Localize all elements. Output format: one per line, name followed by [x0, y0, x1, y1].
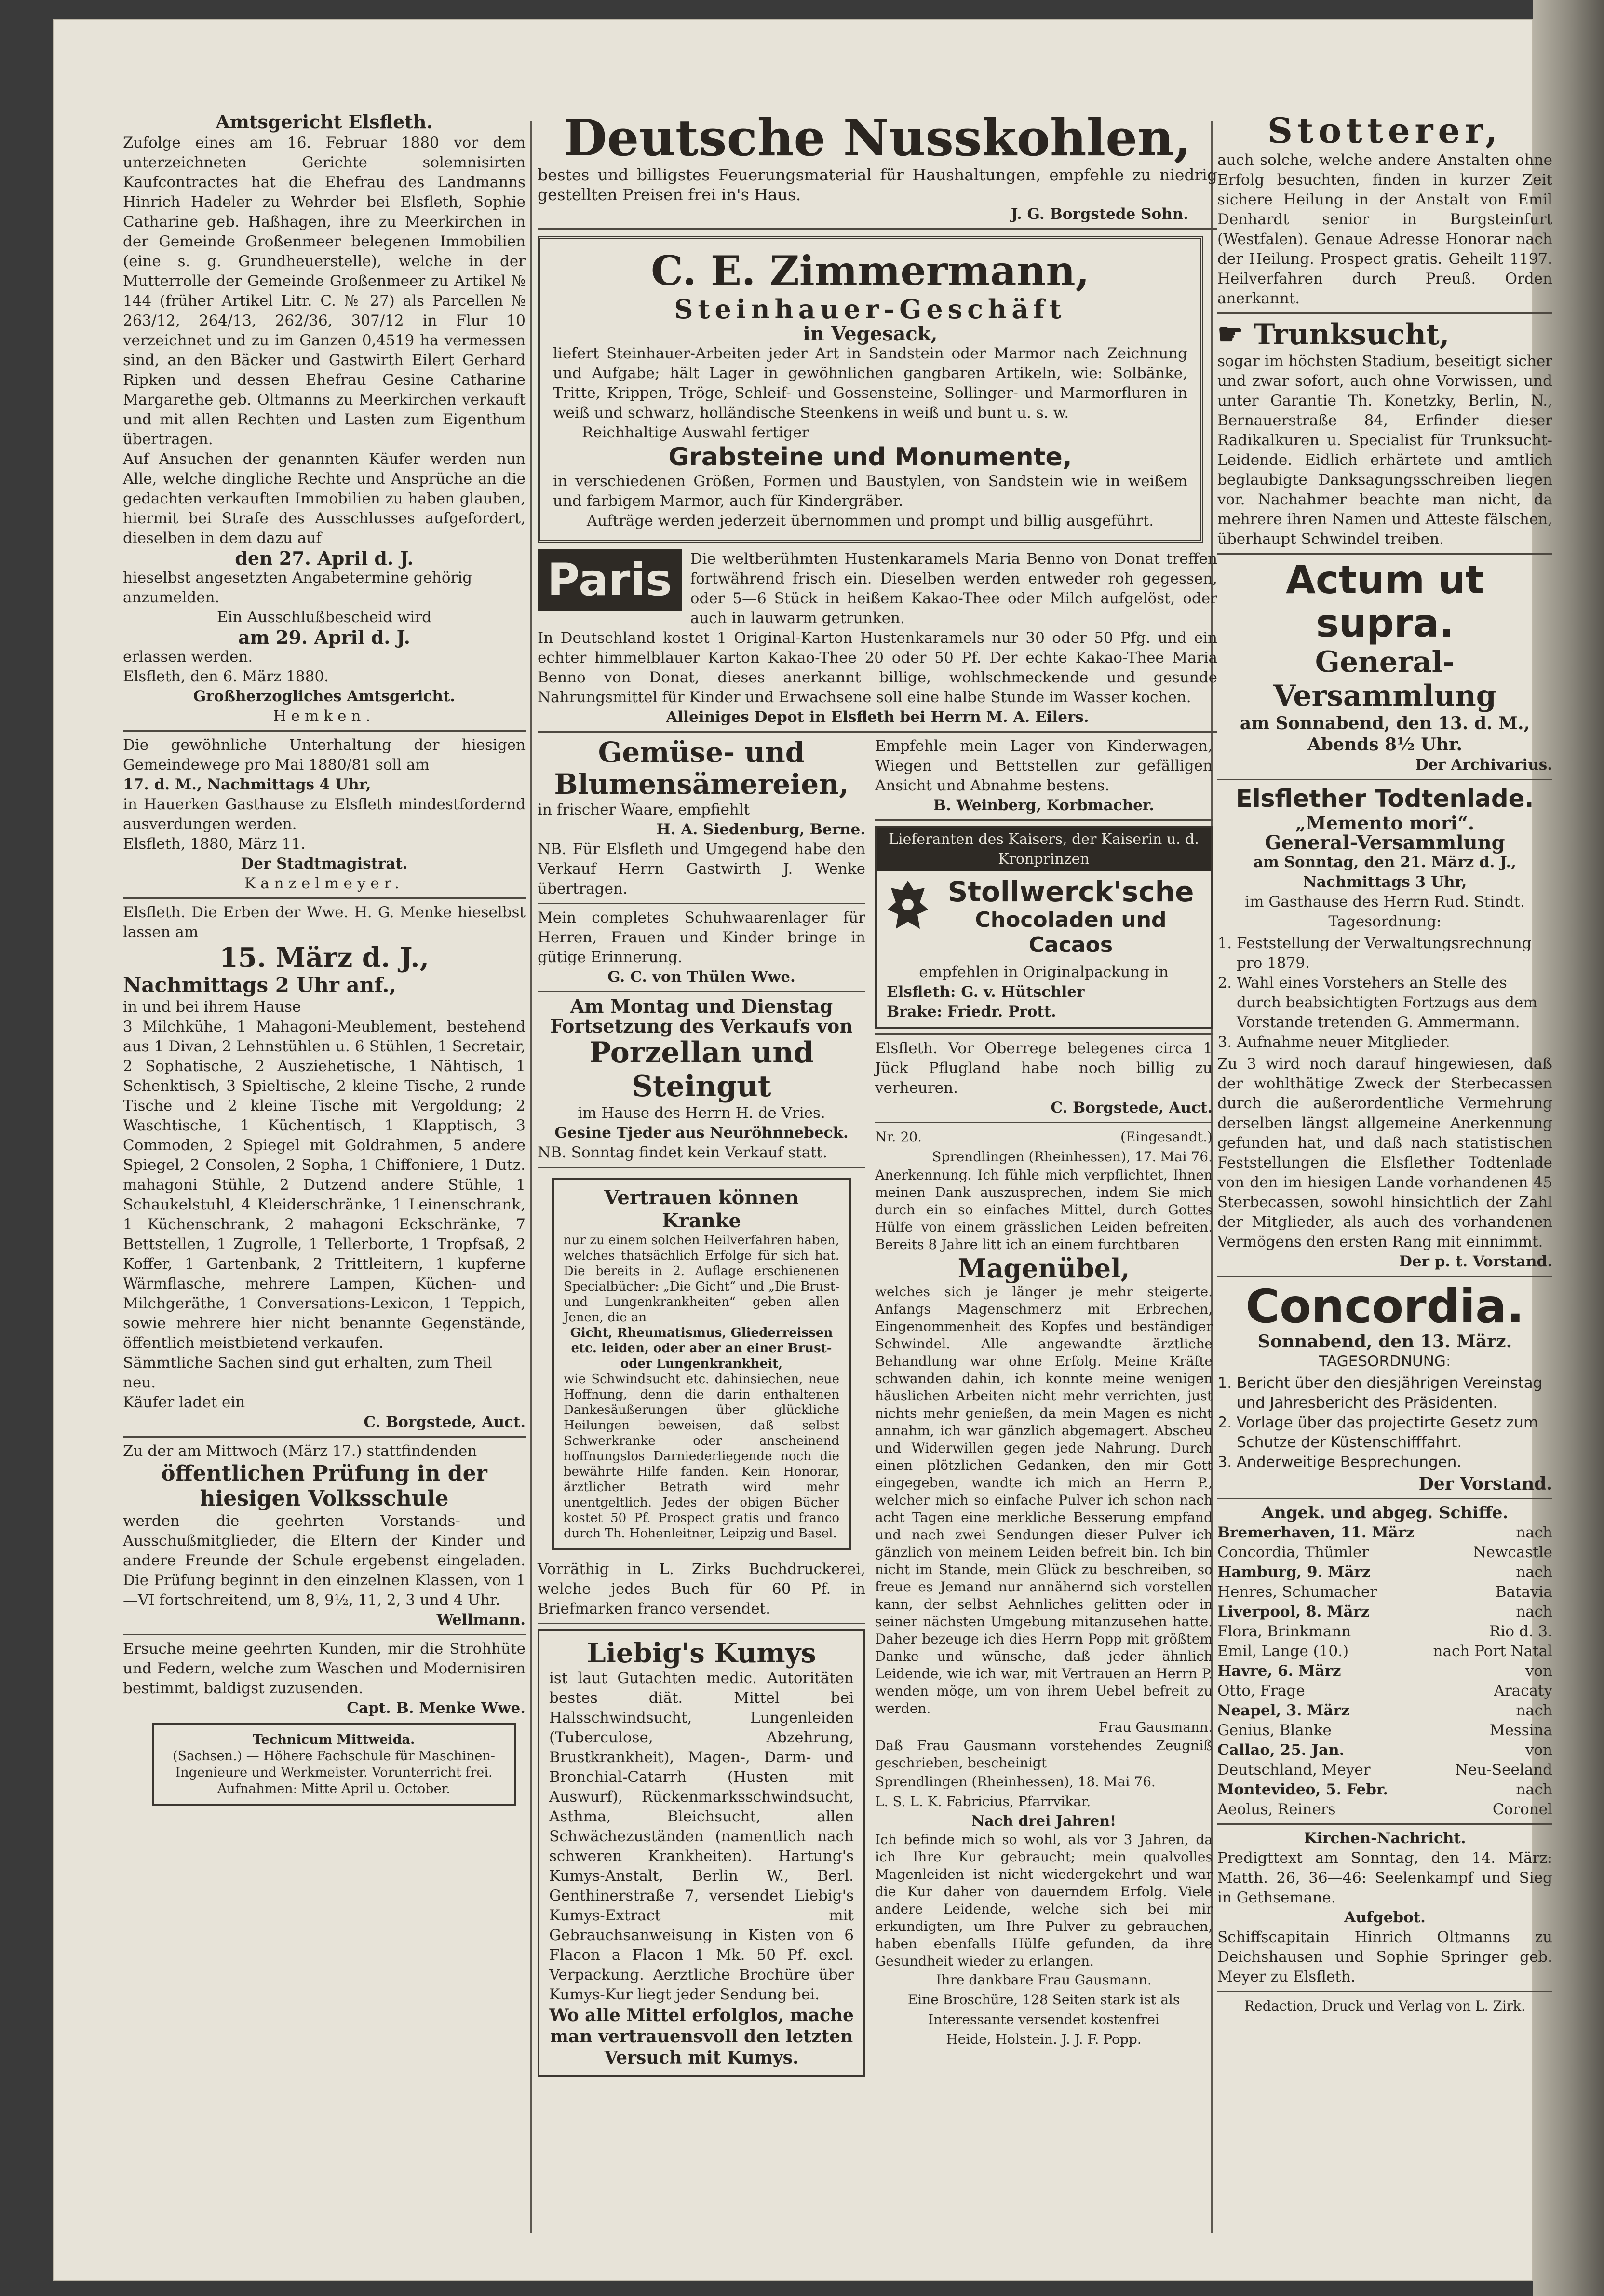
court-date-2: am 29. April d. J. — [238, 626, 410, 648]
ship-right: Neu-Seeland — [1455, 1761, 1552, 1779]
todtenlade-date: am Sonntag, den 21. März d. J., Nachmittags 3 Uhr, — [1253, 854, 1517, 891]
todtenlade-place: im Gasthause des Herrn Rud. Stindt. — [1245, 893, 1525, 910]
road-text-2: in Hauerken Gasthause zu Elsfleth mindestfordernd ausverdungen werden. — [123, 796, 526, 833]
plough-signature: C. Borgstede, Auct. — [1051, 1099, 1213, 1116]
todtenlade-signature: Der p. t. Vorstand. — [1399, 1253, 1552, 1270]
actum-date: am Sonnabend, den 13. d. M., Abends 8½ Uhr. — [1240, 713, 1530, 755]
liebig-ad — [538, 1629, 865, 2077]
hats-text: Ersuche meine geehrten Kunden, mir die Strohhüte und Federn, welche zum Waschen und Modernisiren bestimmt, baldigst zuzusenden. — [123, 1640, 526, 1697]
todtenlade-items — [1237, 934, 1552, 1052]
divider — [1217, 1498, 1552, 1499]
zimmermann-name: C. E. Zimmermann, — [651, 247, 1090, 295]
list-item: 2. Vorlage über das projectirte Gesetz zum Schutze der Küstenschifffahrt. — [1237, 1413, 1552, 1453]
nusskohlen-text: bestes und billigstes Feuerungsmaterial für Haushaltungen, empfehle zu niedrig gestellten Preisen frei in's Haus. — [538, 165, 1217, 204]
stotterer-text: auch solche, welche andere Anstalten ohne Erfolg besuchten, finden in kurzer Zeit sichere Heilung in der Anstalt von Emil Denhardt senior in Burgsteinfurt (Westfalen). Genaue Adresse Honorar nach der Heilung. Prospect gratis. Geheilt 1197. Heilverfahren durch Preuß. Orden anerkannt. — [1217, 151, 1552, 307]
kranke-text: nur zu einem solchen Heilverfahren haben, welches thatsächlich Erfolge für sich hat. Die bereits in 2. Auflage erschienenen Specialbücher: „Die Gicht“ und „Die Brust- und Lungenkrankheiten“ geben allen Jenen, die an — [564, 1233, 839, 1325]
shoes-signature: G. C. von Thülen Wwe. — [607, 968, 795, 986]
concordia-signature: Der Vorstand. — [1418, 1474, 1552, 1494]
column-2a — [538, 736, 865, 2082]
ship-right: Aracaty — [1494, 1682, 1552, 1699]
ship-row — [1217, 1760, 1552, 1780]
ship-left: Havre, 6. März — [1217, 1662, 1341, 1680]
paris-depot: Alleiniges Depot in Elsfleth bei Herrn M. A. Eilers. — [666, 708, 1089, 726]
divider — [123, 730, 526, 732]
auction-intro: Elsfleth. Die Erben der Wwe. H. G. Menke hieselbst lassen am — [123, 904, 526, 941]
ship-right: nach — [1516, 1603, 1552, 1620]
ship-left: Flora, Brinkmann — [1217, 1623, 1351, 1640]
concordia-date: Sonnabend, den 13. März. — [1257, 1331, 1512, 1352]
magen-ref: Nr. 20. — [875, 1129, 922, 1145]
ship-row — [1217, 1523, 1552, 1543]
divider — [1217, 312, 1552, 314]
column-2 — [538, 108, 1217, 2082]
porcelain-name: Gesine Tjeder aus Neuröhnnebeck. — [554, 1124, 849, 1141]
ship-row — [1217, 1622, 1552, 1642]
ship-row — [1217, 1582, 1552, 1602]
hats-signature: Capt. B. Menke Wwe. — [347, 1699, 526, 1717]
lower-section — [538, 736, 1217, 2082]
divider — [1217, 1276, 1552, 1277]
ship-right: Batavia — [1495, 1583, 1552, 1601]
magen-dateline: Sprendlingen (Rheinhessen), 17. Mai 76. — [932, 1149, 1213, 1165]
court-signature: Großherzogliches Amtsgericht. — [193, 688, 456, 705]
magen-text: Anerkennung. Ich fühle mich verpflichtet, Ihnen meinen Dank auszusprechen, indem Sie mich durch ein so einfaches Mittel, durch Gottes Hülfe von einem grässlichen Leiden befreiten. Bereits 8 Jahre litt ich an einem furchtbaren — [875, 1167, 1213, 1252]
ship-right: nach — [1516, 1702, 1552, 1719]
ship-left: Liverpool, 8. März — [1217, 1603, 1370, 1620]
seeds-title: Gemüse- und Blumensämereien, — [554, 736, 849, 801]
auction-items: 3 Milchkühe, 1 Mahagoni-Meublement, bestehend aus 1 Divan, 2 Lehnstühlen u. 6 Stühlen, 1 Secretair, 2 Sophatische, 2 Ausziehetische, 1 Nähtisch, 1 Schenktisch, 3 Spieltische, 2 kleine Tische, 2 runde Tische und 2 kleine Tische mit Vergoldung; 2 Waschtische, 1 Küchentisch, 1 Klapptisch, 3 Commoden, 2 Spiegel mit Goldrahmen, 5 andere Spiegel, 2 Consolen, 2 Sopha, 1 Chiffoniere, 1 Dutz. mahagoni Stühle, 2 Dutzend andere Stühle, 1 Schaukelstuhl, 4 Kleiderschränke, 1 Leinenschrank, 1 Küchenschrank, 2 mahagoni Eckschränke, 7 Bettstellen, 1 Zugrolle, 1 Tellerborte, 1 Tropfsaß, 2 Koffer, 1 Gartenbank, 2 Trittleitern, 1 kupferne Wärmflasche, mehrere Lampen, Küchen- und Milchgeräthe, 1 Conversations-Lexicon, 1 Teppich, sowie mehrere hier nicht benannte Gegenstände, öffentlich meistbietend verkaufen. — [123, 1018, 526, 1352]
auction-text: in und bei ihrem Hause — [123, 998, 301, 1016]
concordia-title: Concordia. — [1245, 1279, 1524, 1333]
eagle-crest-icon — [884, 876, 932, 948]
kranke-title: Vertrauen können Kranke — [604, 1186, 799, 1232]
todtenlade-agenda: Tagesordnung: — [1328, 913, 1442, 930]
divider — [875, 819, 1213, 821]
divider — [123, 897, 526, 899]
list-item: 2. Wahl eines Vorstehers an Stelle des durch beabsichtigten Fortzugs aus dem Vorstande tretenden G. Ammermann. — [1237, 973, 1552, 1033]
court-text-4: Ein Ausschlußbescheid wird — [217, 609, 431, 626]
divider — [1217, 779, 1552, 780]
ship-left: Bremerhaven, 11. März — [1217, 1524, 1415, 1541]
school-text: Zu der am Mittwoch (März 17.) stattfindenden — [123, 1442, 477, 1460]
ship-row — [1217, 1661, 1552, 1681]
divider — [1217, 553, 1552, 555]
kranke-ad — [552, 1178, 851, 1550]
divider — [123, 1634, 526, 1635]
zimmermann-ad — [538, 236, 1203, 543]
ship-left: Henres, Schumacher — [1217, 1583, 1377, 1601]
auction-date: 15. März d. J., — [219, 942, 430, 974]
magen-signature-3: Ihre dankbare Frau Gausmann. — [936, 1972, 1152, 1988]
ship-right: von — [1525, 1662, 1552, 1680]
zimmermann-text-2: Reichhaltige Auswahl fertiger — [582, 424, 809, 441]
ship-left: Neapel, 3. März — [1217, 1702, 1350, 1719]
technicum-title: Technicum Mittweida. — [253, 1732, 415, 1747]
zimmermann-text-4: Aufträge werden jederzeit übernommen und prompt und billig ausgeführt. — [586, 512, 1154, 530]
divider — [538, 1167, 865, 1168]
porcelain-text-2: im Hause des Herrn H. de Vries. — [578, 1104, 825, 1122]
court-text-5: erlassen werden. — [123, 648, 253, 666]
seeds-name: H. A. Siedenburg, Berne. — [656, 821, 865, 838]
divider — [538, 1623, 865, 1624]
imprint: Redaction, Druck und Verlag von L. Zirk. — [1244, 1998, 1525, 2014]
magen-dateline-2: Sprendlingen (Rheinhessen), 18. Mai 76. — [875, 1774, 1156, 1790]
court-text: Zufolge eines am 16. Februar 1880 vor dem unterzeichneten Gerichte solemnisirten Kaufcontractes hat die Ehefrau des Landmanns Hinrich Hadeler zu Wehrder bei Elsfleth, Sophie Catharine geb. Haßhagen, ihre zu Meerkirchen in der Gemeinde Großenmeer belegenen Immobilien (eine s. g. Grundheuerstelle), welche in der Mutterrolle der Gemeinde Großenmeer zu Artikel № 144 (früher Artikel Litr. C. № 27) als Parcellen № 263/12, 264/13, 262/36, 307/12 in Flur 10 verzeichnet und zu im Ganzen 0,4519 ha vermessen sind, an den Bäcker und Gastwirth Eilert Gerhard Ripken und dessen Ehefrau Gesine Catharine Margarethe geb. Oltmanns zu Meerkirchen verkauft und mit allen Rechten und Lasten zum Eigenthum übertragen. — [123, 134, 526, 448]
stollwerck-subtitle: Chocoladen und Cacaos — [975, 908, 1167, 957]
ship-row — [1217, 1740, 1552, 1760]
magen-header — [875, 1127, 1213, 1147]
stollwerck-elsfleth: Elsfleth: G. v. Hütschler — [887, 983, 1085, 1001]
auction-signature: C. Borgstede, Auct. — [364, 1413, 526, 1431]
list-item: 3. Aufnahme neuer Mitglieder. — [1237, 1033, 1552, 1052]
ship-left: Deutschland, Meyer — [1217, 1761, 1371, 1779]
porcelain-nb: NB. Sonntag findet kein Verkauf statt. — [538, 1144, 827, 1161]
school-title: öffentlichen Prüfung in der hiesigen Volksschule — [161, 1461, 487, 1511]
actum-gv-title: General-Versammlung — [1273, 645, 1496, 713]
divider — [538, 731, 1217, 733]
road-date: 17. d. M., Nachmittags 4 Uhr, — [123, 776, 371, 793]
church-text: Predigttext am Sonntag, den 14. März: Matth. 26, 36—46: Seelenkampf und Sieg in Gethsemane. — [1217, 1849, 1552, 1906]
plough-text: Elsfleth. Vor Oberrege belegenes circa 1 Jück Pflugland habe noch billig zu verheuren. — [875, 1040, 1213, 1097]
stollwerck-name: Stollwerck'sche — [947, 875, 1194, 908]
stotterer-title: Stotterer, — [1267, 110, 1503, 151]
zimmermann-text: liefert Steinhauer-Arbeiten jeder Art in Sandstein oder Marmor nach Zeichnung und Aufgabe; hält Lager in gewöhnlichen gangbaren Artikeln, wie: Solbänke, Tritte, Krippen, Tröge, Schleif- und Gossensteine, Sollinger- und Marmorfluren in weiß und schwarz, holländische Steenkens in weiß und bunt u. s. w. — [553, 345, 1187, 421]
ship-right: nach — [1516, 1563, 1552, 1581]
zimmermann-text-3: in verschiedenen Größen, Formen und Baustylen, von Sandstein wie in weißem und farbigem Marmor, auch für Kindergräber. — [553, 473, 1187, 510]
ship-right: von — [1525, 1741, 1552, 1759]
ship-row — [1217, 1681, 1552, 1701]
liebig-text: ist laut Gutachten medic. Autoritäten bestes diät. Mittel bei Halsschwindsucht, Lungenleiden (Tuberculose, Abzehrung, Brustkrankheit), Magen-, Darm- und Bronchial-Catarrh (Husten mit Auswurf), Rückenmarksschwindsucht, Asthma, Bleichsucht, allen Schwächezuständen (namentlich nach schweren Krankheiten). Hartung's Kumys-Anstalt, Berlin W., Berl. Genthinerstraße 7, versendet Liebig's Kumys-Extract mit Gebrauchsanweisung in Kisten von 6 Flacon a Flacon 1 Mk. 50 Pf. excl. Verpackung. Aerztliche Brochüre über Kumys-Kur liegt jeder Sendung bei. — [549, 1670, 854, 2003]
concordia-agenda: TAGESORDNUNG: — [1319, 1353, 1451, 1370]
paris-label: Paris — [538, 549, 682, 611]
divider — [538, 228, 1217, 230]
magen-text-2: welches sich je länger je mehr steigerte. Anfangs Magenschmerz mit Erbrechen, Eingenommenheit des Kopfes und beständiger Schwindel. Alle angewandte ärztliche Behandlung war ohne Erfolg. Meine Kräfte schwanden dahin, ich konnte meine wenigen häuslichen Arbeiten nicht mehr verrichten, just nichts mehr genießen, da mein Magen es nicht annahm, ich war gänzlich abgemagert. Abscheu und Widerwillen gegen jede Nahrung. Durch einen plötzlichen Gedanken, den mir Gott eingegeben, wandte ich mich an Herrn P., welcher mich so einfache Pulver ich schon nach acht Tagen eine merkliche Besserung empfand und nach zwei Sendungen dieser Pulver ich gänzlich von meinem Leiden befreit bin. Ich bin nicht im Stande, mein Glück zu beschreiben, so freue es Jemand nur annähernd sich vorstellen kann, der selbst Aehnliches gelitten oder in seiner nächsten Umgebung mitanzusehen hatte. Daher bezeuge ich dies Herrn Popp mit größtem Danke und wünsche, daß jeder ähnlich Leidende, wie ich war, mit Vertrauen an Herrn P. wenden möge, um von ihrem Uebel befreit zu werden. — [875, 1284, 1213, 1716]
liebig-footer: Wo alle Mittel erfolglos, mache man vertrauensvoll den letzten Versuch mit Kumys. — [549, 2005, 854, 2068]
ship-row — [1217, 1562, 1552, 1582]
stollwerck-brake: Brake: Friedr. Prott. — [887, 1003, 1056, 1020]
divider — [875, 1122, 1213, 1123]
zimmermann-trade: Steinhauer-Geschäft — [674, 294, 1066, 325]
paris-text-2: In Deutschland kostet 1 Original-Karton Hustenkaramels nur 30 oder 50 Pfg. und ein echter himmelblauer Karton Kakao-Thee 20 oder 50 Pf. Der echte Kakao-Thee Maria Benno von Donat, dieses anerkannt billige, wohlschmeckende und gesunde Nahrungsmittel für Kinder und Erwachsene soll eine halbe Stunde im Wasser kochen. — [538, 629, 1217, 706]
ship-right: Coronel — [1492, 1801, 1552, 1818]
ship-row — [1217, 1800, 1552, 1820]
ships-title: Angek. und abgeg. Schiffe. — [1261, 1503, 1509, 1522]
divider — [123, 1436, 526, 1438]
banns-title: Aufgebot. — [1344, 1909, 1426, 1926]
prams-text: Empfehle mein Lager von Kinderwagen, Wiegen und Bettstellen zur gefälligen Ansicht und Abnahme bestens. — [875, 737, 1213, 794]
road-text: Die gewöhnliche Unterhaltung der hiesigen Gemeindewege pro Mai 1880/81 soll am — [123, 736, 526, 774]
pointing-hand-icon: ☛ — [1217, 318, 1254, 352]
todtenlade-title: Elsflether Todtenlade. — [1236, 785, 1534, 813]
column-rule — [530, 121, 532, 2233]
actum-title: Actum ut supra. — [1286, 557, 1484, 646]
zimmermann-place: in Vegesack, — [803, 323, 938, 345]
liebig-title: Liebig's Kumys — [587, 1637, 816, 1669]
porcelain-title: Porzellan und Steingut — [589, 1036, 814, 1103]
technicum-ad — [152, 1723, 516, 1806]
magen-signature-4: Heide, Holstein. J. J. F. Popp. — [946, 2031, 1142, 2047]
trunksucht-title — [1217, 318, 1552, 352]
ship-row — [1217, 1721, 1552, 1740]
magen-text-5: Ich befinde mich so wohl, als vor 3 Jahren, da ich Ihre Kur gebraucht; mein qualvolles Magenleiden ist nicht wiedergekehrt und war die Kur daher von dauerndem Erfolg. Viele andere Leidende, welche sich bei mir erkundigten, um Ihre Pulver zu gebrauchen, haben ebenfalls Hülfe gefunden, da ihre Gesundheit wieder zu erlangen. — [875, 1832, 1213, 1969]
magen-signature-2: L. S. L. K. Fabricius, Pfarrvikar. — [875, 1793, 1091, 1809]
paris-text: Die weltberühmten Hustenkaramels Maria Benno von Donat treffen fortwährend frisch ein. Dieselben werden entweder roh gegessen, oder 5—6 Stück in heißem Kakao-Thee oder Milch aufgelöst, oder auch in lauwarm getrunken. — [690, 550, 1217, 627]
divider — [1217, 1991, 1552, 1992]
ship-right: nach Port Natal — [1433, 1643, 1552, 1660]
auction-time: Nachmittags 2 Uhr anf., — [123, 973, 397, 997]
kranke-illness: Gicht, Rheumatismus, Gliederreissen etc. leiden, oder aber an einer Brust- oder Lungenkrankheit, — [570, 1326, 833, 1371]
ship-left: Concordia, Thümler — [1217, 1544, 1369, 1561]
magen-text-6: Eine Broschüre, 128 Seiten stark ist als Interessante versendet kostenfrei — [907, 1992, 1180, 2027]
seeds-text-2: NB. Für Elsfleth und Umgegend habe den Verkauf Herrn Gastwirth J. Wenke übertragen. — [538, 841, 865, 897]
ship-row — [1217, 1642, 1552, 1661]
nusskohlen-title: Deutsche Nusskohlen, — [563, 108, 1192, 167]
road-name: Kanzelmeyer. — [244, 875, 404, 892]
ship-right: nach — [1516, 1781, 1552, 1798]
school-text-2: werden die geehrten Vorstands- und Ausschußmitglieder, die Eltern der Kinder und andere Freunde der Schule ergebenst eingeladen. Die Prüfung beginnt in den einzelnen Klassen, von 1—VI fortschreitend, um 8, 9½, 11, 2, 3 und 4 Uhr. — [123, 1512, 526, 1609]
concordia-items — [1237, 1373, 1552, 1472]
list-item: 1. Bericht über den diesjährigen Vereinstag und Jahresbericht des Präsidenten. — [1237, 1373, 1552, 1413]
stollwerck-text: empfehlen in Originalpackung in — [919, 964, 1169, 981]
school-signature: Wellmann. — [436, 1611, 526, 1629]
todtenlade-text: Zu 3 wird noch darauf hingewiesen, daß der wohlthätige Zweck der Sterbecassen durch die außerordentliche Vermehrung derselben längst allgemeine Anerkennung gefunden hat, und daß nach statistischen Feststellungen die Elsflether Todtenlade von den im hiesigen Lande vorhandenen 45 Sterbecassen, sowohl hinsichtlich der Zahl der Mitglieder, als auch des vorhandenen Vermögens den ersten Rang mit einnimmt. — [1217, 1055, 1552, 1250]
ship-left: Hamburg, 9. März — [1217, 1563, 1371, 1581]
ships-list — [1217, 1523, 1552, 1820]
stollwerck-header: Lieferanten des Kaisers, der Kaiserin u. d. Kronprinzen — [877, 828, 1211, 871]
ship-left: Emil, Lange (10.) — [1217, 1643, 1349, 1660]
divider — [538, 903, 865, 904]
auction-text-2: Sämmtliche Sachen sind gut erhalten, zum Theil neu. — [123, 1354, 492, 1391]
list-item: 3. Anderweitige Besprechungen. — [1237, 1453, 1552, 1472]
road-signature: Der Stadtmagistrat. — [241, 855, 408, 872]
divider — [875, 1033, 1213, 1035]
ship-row — [1217, 1780, 1552, 1800]
banns-text: Schiffscapitain Hinrich Oltmanns zu Deichshausen und Sophie Springer geb. Meyer zu Elsfleth. — [1217, 1929, 1552, 1985]
ship-right: Newcastle — [1473, 1544, 1552, 1561]
divider — [538, 991, 865, 992]
column-3 — [1217, 111, 1552, 2016]
magen-signature: Frau Gausmann. — [1098, 1719, 1213, 1735]
magen-text-4: Nach drei Jahren! — [971, 1813, 1117, 1830]
road-place: Elsfleth, 1880, März 11. — [123, 835, 306, 853]
todtenlade-motto: „Memento mori“. — [1295, 812, 1475, 834]
ship-right: Messina — [1489, 1722, 1552, 1739]
column-1 — [123, 111, 526, 1811]
list-item: 1. Feststellung der Verwaltungsrechnung pro 1879. — [1237, 934, 1552, 973]
zimmermann-grabsteine: Grabsteine und Monumente, — [668, 443, 1072, 472]
court-place: Elsfleth, den 6. März 1880. — [123, 668, 329, 685]
church-title: Kirchen-Nachricht. — [1304, 1830, 1466, 1847]
prams-signature: B. Weinberg, Korbmacher. — [933, 797, 1155, 814]
ship-left: Genius, Blanke — [1217, 1722, 1332, 1739]
porcelain-text: Am Montag und Dienstag Fortsetzung des Verkaufs von — [550, 995, 853, 1037]
trunksucht-label: Trunksucht, — [1253, 318, 1450, 352]
magen-title: Magenübel, — [957, 1253, 1130, 1284]
auction-text-3: Käufer ladet ein — [123, 1394, 245, 1411]
ship-left: Callao, 25. Jan. — [1217, 1741, 1345, 1759]
technicum-text: (Sachsen.) — Höhere Fachschule für Maschinen-Ingenieure und Werkmeister. Vorunterricht frei. Aufnahmen: Mitte April u. October. — [173, 1749, 495, 1796]
kranke-footer: Vorräthig in L. Zirks Buchdruckerei, welche jedes Buch für 60 Pf. in Briefmarken franco versendet. — [538, 1561, 865, 1617]
ship-row — [1217, 1543, 1552, 1562]
ship-right: nach — [1516, 1524, 1552, 1541]
divider — [1217, 1823, 1552, 1825]
magen-eingesandt: (Eingesandt.) — [1120, 1129, 1213, 1145]
column-2b — [875, 736, 1213, 2082]
court-name: Hemken. — [273, 707, 376, 725]
ship-left: Otto, Frage — [1217, 1682, 1305, 1699]
actum-signature: Der Archivarius. — [1415, 756, 1552, 774]
court-date-1: den 27. April d. J. — [235, 547, 414, 569]
todtenlade-gv: General-Versammlung — [1265, 831, 1505, 854]
ship-row — [1217, 1701, 1552, 1721]
nusskohlen-signature: J. G. Borgstede Sohn. — [1011, 205, 1188, 223]
shoes-text: Mein completes Schuhwaarenlager für Herren, Frauen und Kinder bringe in gütige Erinnerung. — [538, 909, 865, 966]
ship-left: Aeolus, Reiners — [1217, 1801, 1336, 1818]
ship-row — [1217, 1602, 1552, 1622]
trunksucht-text: sogar im höchsten Stadium, beseitigt sicher und zwar sofort, auch ohne Vorwissen, und unter Garantie Th. Konetzky, Berlin, N., Bernauerstraße 84, Erfinder dieser Radikalkuren u. Specialist für Trunksucht-Leidende. Eidlich erhärtete und amtlich beglaubigte Danksagungsschreiben liegen vor. Nachahmer beachte man nicht, da mehrere ihren Namen und Atteste fälschen, überhaupt Schwindel treiben. — [1217, 353, 1552, 548]
court-title: Amtsgericht Elsfleth. — [216, 111, 433, 133]
kranke-text-2: wie Schwindsucht etc. dahinsiechen, neue Hoffnung, denn die darin enthaltenen Dankesäußerungen über glückliche Heilungen beweisen, daß selbst Schwerkranke oder anscheinend hoffnungslos Darniederliegende noch die bewährte Hilfe fanden. Kein Honorar, ärztlicher Betrath wird mehr unentgeltlich. Jedes der obigen Bücher kostet 50 Pf. Prospect gratis und franco durch Th. Hohenleitner, Leipzig und Basel. — [564, 1372, 839, 1541]
court-text-3: hieselbst angesetzten Angabetermine gehörig anzumelden. — [123, 569, 472, 606]
court-text-2: Auf Ansuchen der genannten Käufer werden nun Alle, welche dingliche Rechte und Ansprüche an die gedachten verkauften Immobilien zu haben glauben, hiermit bei Strafe des Ausschlusses aufgefordert, dieselben in dem dazu auf — [123, 450, 526, 547]
paris-ad — [538, 549, 1217, 727]
ship-left: Montevideo, 5. Febr. — [1217, 1781, 1388, 1798]
ship-right: Rio d. 3. — [1489, 1623, 1552, 1640]
stollwerck-ad — [875, 826, 1213, 1029]
seeds-text: in frischer Waare, empfiehlt — [538, 801, 750, 818]
magen-text-3: Daß Frau Gausmann vorstehendes Zeugniß geschrieben, bescheinigt — [875, 1738, 1213, 1771]
